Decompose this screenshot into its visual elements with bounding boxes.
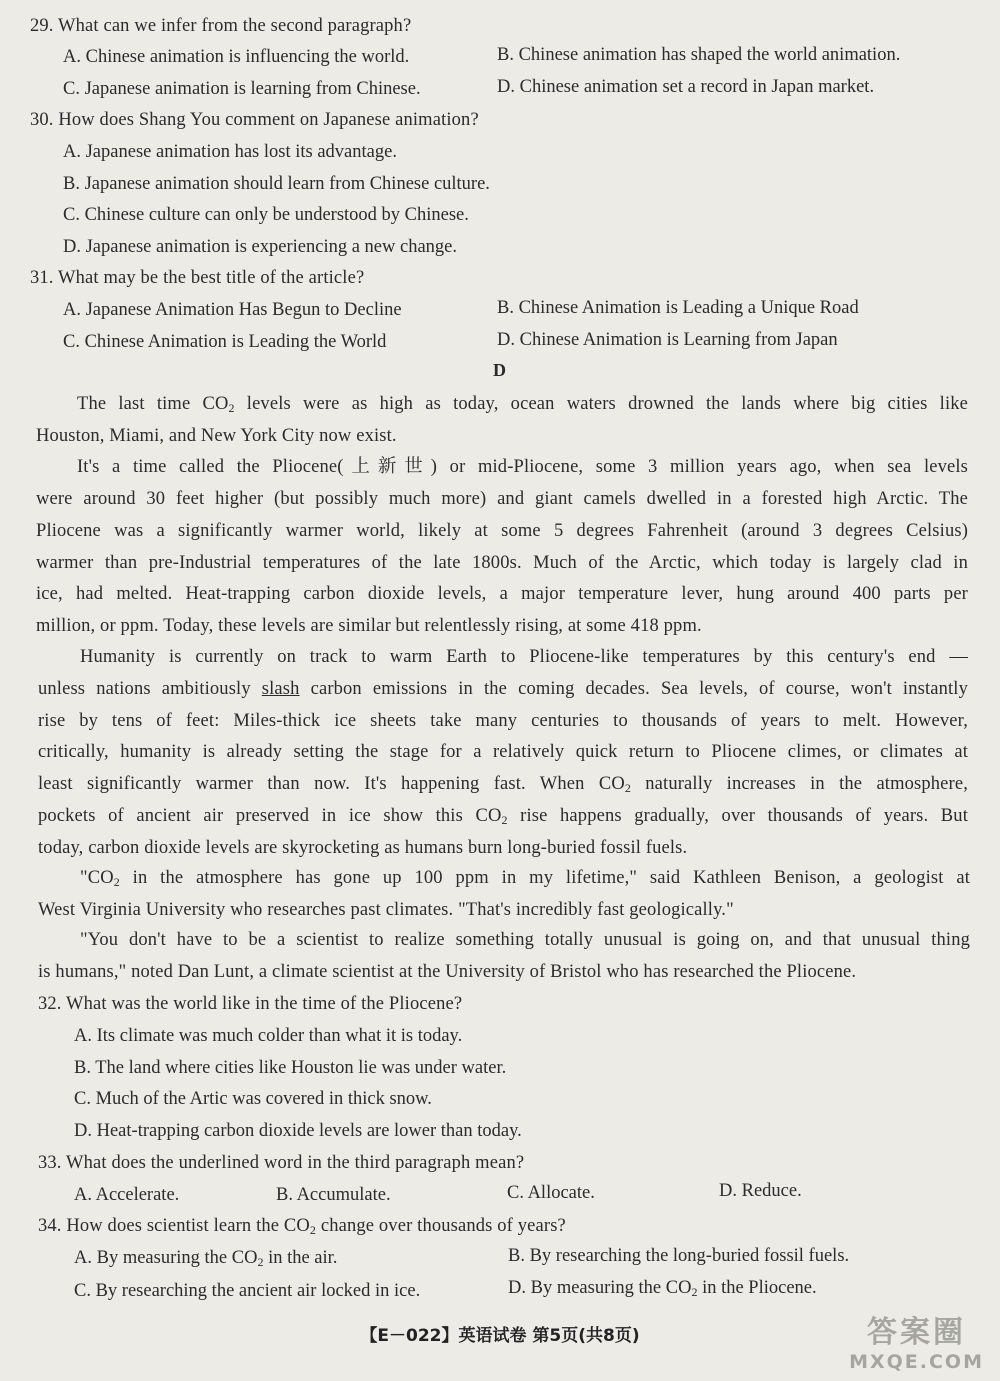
question-33-stem: 33. What does the underlined word in the third paragraph mean? — [38, 1153, 525, 1173]
q30-option-d: D. Japanese animation is experiencing a new change. — [63, 237, 458, 257]
question-31-stem: 31. What may be the best title of the article? — [30, 268, 365, 288]
page-footer: 【E－022】英语试卷 第5页(共8页) — [360, 1326, 640, 1346]
underlined-word-slash: slash — [261, 679, 300, 699]
q34-option-b: B. By researching the long-buried fossil fuels. — [508, 1246, 850, 1266]
passage-line: least significantly warmer than now. It's happening fast. When $CO_2$ naturally increases in the atmosphere, — [38, 774, 968, 795]
section-heading-d: D — [493, 360, 506, 380]
q30-option-b: B. Japanese animation should learn from Chinese culture. — [63, 174, 490, 194]
question-30-stem: 30. How does Shang You comment on Japanese animation? — [30, 110, 479, 130]
passage-line: million, or ppm. Today, these levels are similar but relentlessly rising, at some 418 ppm. — [36, 616, 702, 636]
passage-line: "You don't have to be a scientist to realize something totally unusual is going on, and that unusual thing — [80, 930, 970, 950]
passage-line: were around 30 feet higher (but possibly much more) and giant camels dwelled in a forested high Arctic. The — [36, 489, 968, 509]
q32-option-a: A. Its climate was much colder than what it is today. — [74, 1026, 463, 1046]
q31-option-b: B. Chinese Animation is Leading a Unique Road — [497, 298, 859, 318]
question-32-stem: 32. What was the world like in the time of the Pliocene? — [38, 994, 463, 1014]
q29-option-d: D. Chinese animation set a record in Japan market. — [497, 77, 875, 97]
q31-option-a: A. Japanese Animation Has Begun to Decline — [63, 300, 402, 320]
q29-option-c: C. Japanese animation is learning from Chinese. — [63, 79, 421, 99]
q32-option-d: D. Heat-trapping carbon dioxide levels are lower than today. — [74, 1121, 522, 1141]
q29-option-a: A. Chinese animation is influencing the world. — [63, 47, 410, 67]
q34-option-a: A. By measuring the $CO_2$ in the air. — [74, 1248, 338, 1269]
q32-option-b: B. The land where cities like Houston lie was under water. — [74, 1058, 507, 1078]
q29-option-b: B. Chinese animation has shaped the world animation. — [497, 45, 901, 65]
q31-option-d: D. Chinese Animation is Learning from Japan — [497, 330, 838, 350]
passage-line: Houston, Miami, and New York City now exist. — [36, 426, 397, 446]
passage-line: rise by tens of feet: Miles-thick ice sheets take many centuries to thousands of years to melt. However, — [38, 711, 968, 731]
q30-option-a: A. Japanese animation has lost its advantage. — [63, 142, 397, 162]
passage-line: The last time $CO_2$ levels were as high as today, ocean waters drowned the lands where big cities like — [77, 394, 968, 415]
watermark-logo: 答案圈 MXQE.COM — [849, 1315, 984, 1373]
passage-line: West Virginia University who researches past climates. "That's incredibly fast geologically." — [38, 900, 734, 920]
passage-line: pockets of ancient air preserved in ice show this $CO_2$ rise happens gradually, over thousands of years. But — [38, 806, 968, 827]
q30-option-c: C. Chinese culture can only be understood by Chinese. — [63, 205, 469, 225]
q33-option-b: B. Accumulate. — [276, 1185, 391, 1205]
passage-line: critically, humanity is already setting the stage for a relatively quick return to Pliocene climes, or climates at — [38, 742, 968, 762]
passage-line: Humanity is currently on track to warm Earth to Pliocene-like temperatures by this century's end — — [80, 647, 968, 667]
passage-line: warmer than pre-Industrial temperatures of the late 1800s. Much of the Arctic, which today is largely clad in — [36, 553, 968, 573]
q33-option-a: A. Accelerate. — [74, 1185, 180, 1205]
q33-option-c: C. Allocate. — [507, 1183, 595, 1203]
passage-line: unless nations ambitiously slash carbon emissions in the coming decades. Sea levels, of course, won't instantly — [38, 679, 968, 699]
q34-option-c: C. By researching the ancient air locked in ice. — [74, 1281, 421, 1301]
q31-option-c: C. Chinese Animation is Leading the World — [63, 332, 387, 352]
passage-line: is humans," noted Dan Lunt, a climate scientist at the University of Bristol who has researched the Pliocene. — [38, 962, 857, 982]
q34-option-d: D. By measuring the $CO_2$ in the Pliocene. — [508, 1278, 817, 1299]
q33-option-d: D. Reduce. — [719, 1181, 802, 1201]
question-29-stem: 29. What can we infer from the second paragraph? — [30, 16, 412, 36]
passage-line: "$CO_2$ in the atmosphere has gone up 100 ppm in my lifetime," said Kathleen Benison, a geologist at — [80, 868, 970, 889]
question-34-stem: 34. How does scientist learn the $CO_2$ change over thousands of years? — [38, 1216, 566, 1237]
passage-line: Pliocene was a significantly warmer world, likely at some 5 degrees Fahrenheit (around 3 degrees Celsius) — [36, 521, 968, 541]
q32-option-c: C. Much of the Artic was covered in thick snow. — [74, 1089, 432, 1109]
passage-line: It's a time called the Pliocene(上新世) or mid-Pliocene, some 3 million years ago, when sea levels — [77, 457, 968, 477]
passage-line: today, carbon dioxide levels are skyrocketing as humans burn long-buried fossil fuels. — [38, 838, 688, 858]
passage-line: ice, had melted. Heat-trapping carbon dioxide levels, a major temperature lever, hung around 400 parts per — [36, 584, 968, 604]
